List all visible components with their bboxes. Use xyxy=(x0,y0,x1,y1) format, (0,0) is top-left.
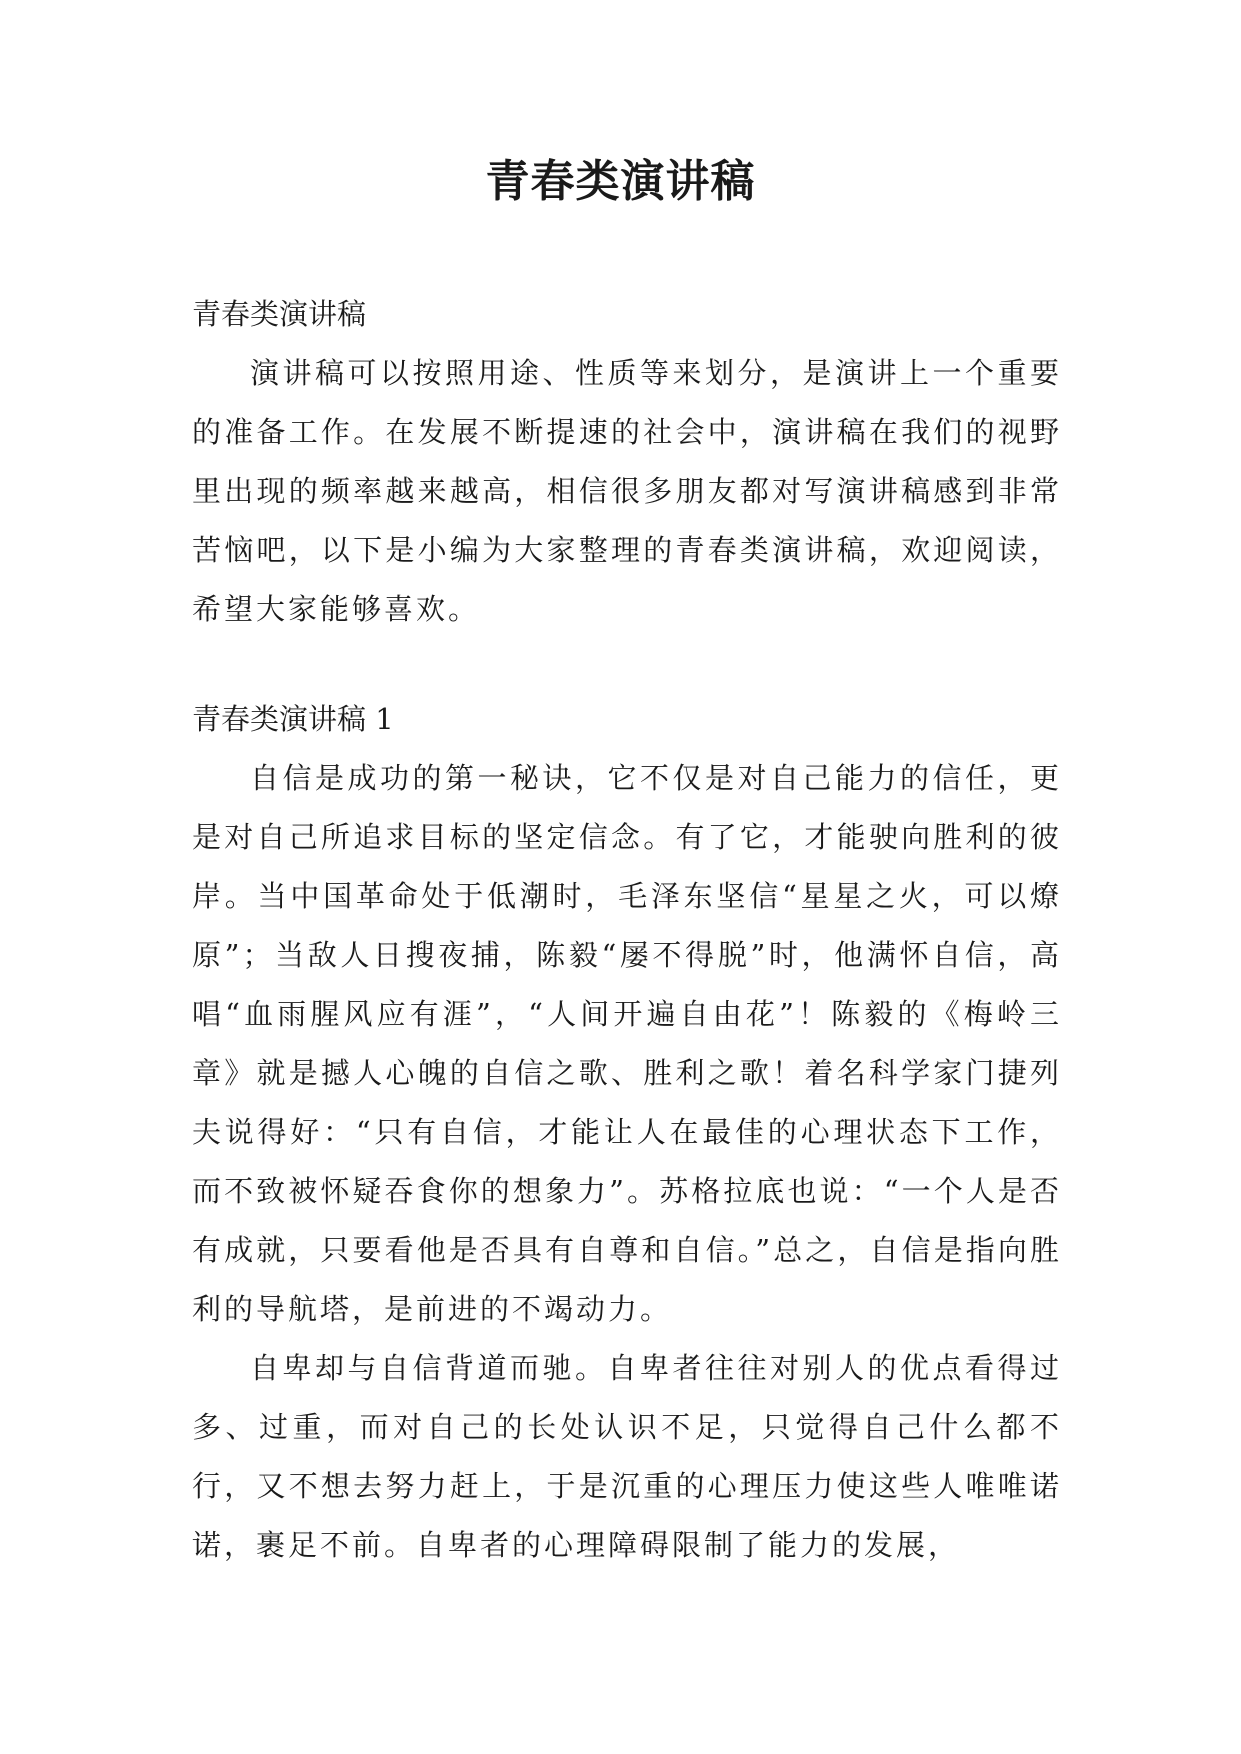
subtitle-heading: 青春类演讲稿 xyxy=(192,297,367,331)
body-paragraph: 自卑却与自信背道而驰。自卑者往往对别人的优点看得过多、过重，而对自己的长处认识不足，只觉得自己什么都不行，又不想去努力赶上，于是沉重的心理压力使这些人唯唯诺诺，裹足不前。自卑者的心理障碍限制了能力的发展， xyxy=(192,1351,1062,1562)
body-paragraph: 自信是成功的第一秘诀，它不仅是对自己能力的信任，更是对自己所追求目标的坚定信念。有了它，才能驶向胜利的彼岸。当中国革命处于低潮时，毛泽东坚信“星星之火，可以燎原”；当敌人日搜夜捕，陈毅“屡不得脱”时，他满怀自信，高唱“血雨腥风应有涯”，“人间开遍自由花”！陈毅的《梅岭三章》就是撼人心魄的自信之歌、胜利之歌！着名科学家门捷列夫说得好：“只有自信，才能让人在最佳的心理状态下工作，而不致被怀疑吞食你的想象力”。苏格拉底也说：“一个人是否有成就，只要看他是否具有自尊和自信。”总之，自信是指向胜利的导航塔，是前进的不竭动力。 xyxy=(192,761,1062,1326)
section-spacer xyxy=(192,639,1062,689)
section-heading: 青春类演讲稿 1 xyxy=(192,702,394,736)
document-title: 青春类演讲稿 xyxy=(485,156,756,207)
document-body xyxy=(192,284,1062,1575)
intro-paragraph: 演讲稿可以按照用途、性质等来划分，是演讲上一个重要的准备工作。在发展不断提速的社会中，演讲稿在我们的视野里出现的频率越来越高，相信很多朋友都对写演讲稿感到非常苦恼吧，以下是小编为大家整理的青春类演讲稿，欢迎阅读，希望大家能够喜欢。 xyxy=(192,356,1062,626)
